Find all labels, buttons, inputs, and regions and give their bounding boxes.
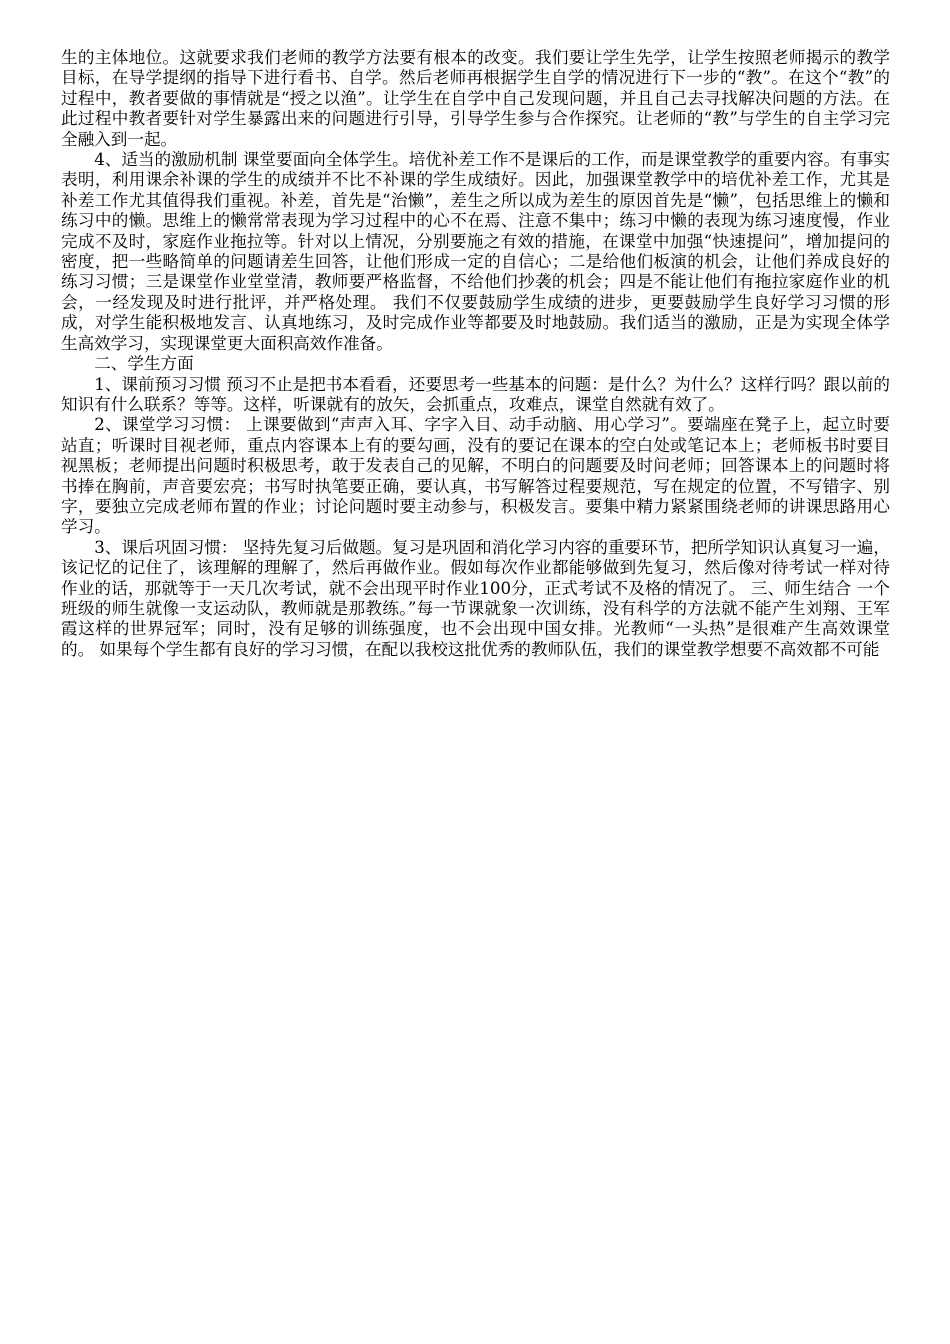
paragraph-4: 2、课堂学习习惯： 上课要做到“声声入耳、字字入目、动手动脑、用心学习”。要端座在凳子上，起立时要站直；听课时目视老师，重点内容课本上有的要勾画，没有的要记在课本的空白处或笔记本上；老师板书时要目视黑板；老师提出问题时积极思考，敢于发表自己的见解，不明白的问题要及时问老师；回答课本上的问题时将书捧在胸前，声音要宏亮；书写时执笔要正确，要认真，书写解答过程要规范，写在规定的位置，不写错字、别字，要独立完成老师布置的作业；讨论问题时要主动参与，积极发言。要集中精力紧紧围绕老师的讲课思路用心学习。 xyxy=(61,415,890,537)
paragraph-2: 4、适当的激励机制 课堂要面向全体学生。培优补差工作不是课后的工作，而是课堂教学的重要内容。有事实表明，利用课余补课的学生的成绩并不比不补课的学生成绩好。因此，加强课堂教学中的培优补差工作，尤其是补差工作尤其值得我们重视。补差，首先是“治懒”，差生之所以成为差生的原因首先是“懒”，包括思维上的懒和练习中的懒。思维上的懒常常表现为学习过程中的心不在焉、注意不集中；练习中懒的表现为练习速度慢，作业完成不及时，家庭作业拖拉等。针对以上情况，分别要施之有效的措施，在课堂中加强“快速提问”，增加提问的密度，把一些略简单的问题请差生回答，让他们形成一定的自信心；二是给他们板演的机会，让他们养成良好的练习习惯；三是课堂作业堂堂清，教师要严格监督，不给他们抄袭的机会；四是不能让他们有拖拉家庭作业的机会，一经发现及时进行批评，并严格处理。 我们不仅要鼓励学生成绩的进步，更要鼓励学生良好学习习惯的形成，对学生能积极地发言、认真地练习，及时完成作业等都要及时地鼓励。我们适当的激励，正是为实现全体学生高效学习，实现课堂更大面积高效作准备。 xyxy=(61,150,890,353)
paragraph-5: 3、课后巩固习惯： 坚持先复习后做题。复习是巩固和消化学习内容的重要环节，把所学知识认真复习一遍，该记忆的记住了，该理解的理解了，然后再做作业。假如每次作业都能够做到先复习，然后像对待考试一样对待作业的话，那就等于一天几次考试，就不会出现平时作业100分，正式考试不及格的情况了。 三、师生结合 一个班级的师生就像一支运动队，教师就是那教练。”每一节课就象一次训练，没有科学的方法就不能产生刘翔、王军霞这样的世界冠军；同时，没有足够的训练强度，也不会出现中国女排。光教师“一头热”是很难产生高效课堂的。 如果每个学生都有良好的学习习惯，在配以我校这批优秀的教师队伍，我们的课堂教学想要不高效都不可能 xyxy=(61,537,890,659)
paragraph-1: 生的主体地位。这就要求我们老师的教学方法要有根本的改变。我们要让学生先学，让学生按照老师揭示的教学目标，在导学提纲的指导下进行看书、自学。然后老师再根据学生自学的情况进行下一步的“教”。在这个“教”的过程中，教者要做的事情就是“授之以渔”。让学生在自学中自己发现问题，并且自己去寻找解决问题的方法。在此过程中教者要针对学生暴露出来的问题进行引导，引导学生参与合作探究。让老师的“教”与学生的自主学习完全融入到一起。 xyxy=(61,48,890,149)
paragraph-3: 1、课前预习习惯 预习不止是把书本看看，还要思考一些基本的问题：是什么？为什么？这样行吗？跟以前的知识有什么联系？等等。这样，听课就有的放矢，会抓重点，攻难点，课堂自然就有效了。 xyxy=(61,374,890,414)
section-heading-students: 二、学生方面 xyxy=(94,354,194,374)
document-page xyxy=(61,48,890,660)
